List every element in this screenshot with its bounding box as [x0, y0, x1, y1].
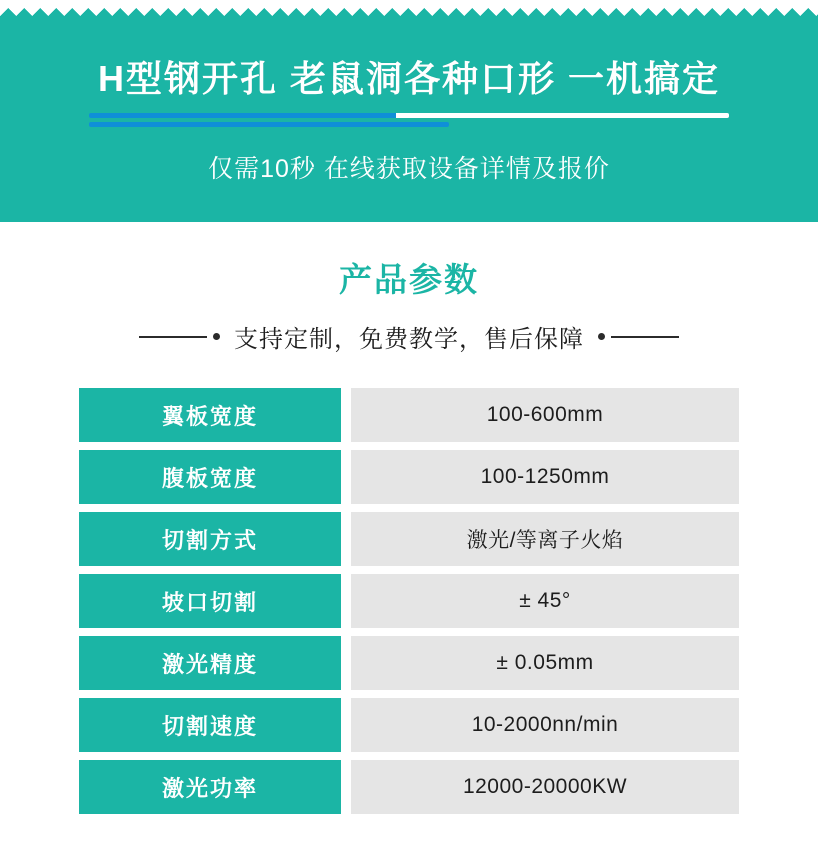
spec-value: 10-2000nn/min — [351, 698, 739, 752]
banner-rule-decoration — [89, 113, 729, 127]
banner-rule-primary — [89, 113, 729, 118]
header-banner — [0, 0, 818, 222]
cell-spacer — [341, 512, 351, 566]
banner-subtitle: 仅需10秒 在线获取设备详情及报价 — [208, 155, 610, 184]
cell-spacer — [341, 698, 351, 752]
spec-value: 100-600mm — [351, 388, 739, 442]
spec-value: ± 45° — [351, 574, 739, 628]
banner-title: H型钢开孔 老鼠洞各种口形 一机搞定 — [97, 58, 720, 99]
cell-spacer — [341, 760, 351, 814]
table-row — [79, 388, 739, 442]
banner-content — [0, 0, 818, 222]
table-row — [79, 450, 739, 504]
decoration-line-right — [611, 336, 679, 338]
specification-table — [79, 380, 739, 822]
table-row — [79, 636, 739, 690]
banner-rule-secondary — [89, 122, 449, 127]
spec-value: ± 0.05mm — [351, 636, 739, 690]
cell-spacer — [341, 388, 351, 442]
decoration-dot-left — [213, 333, 220, 340]
spec-label: 腹板宽度 — [79, 450, 341, 504]
product-parameters-section — [0, 222, 818, 822]
spec-value: 激光/等离子火焰 — [351, 512, 739, 566]
cell-spacer — [341, 636, 351, 690]
spec-value: 12000-20000KW — [351, 760, 739, 814]
cell-spacer — [341, 574, 351, 628]
params-section-title: 产品参数 — [339, 261, 479, 298]
params-section-subtitle: 支持定制，免费教学，售后保障 — [234, 326, 584, 353]
table-row — [79, 574, 739, 628]
spec-label: 切割速度 — [79, 698, 341, 752]
cell-spacer — [341, 450, 351, 504]
spec-label: 激光精度 — [79, 636, 341, 690]
table-row — [79, 760, 739, 814]
spec-label: 翼板宽度 — [79, 388, 341, 442]
table-row — [79, 698, 739, 752]
params-subtitle-row — [0, 319, 818, 354]
spec-label: 坡口切割 — [79, 574, 341, 628]
decoration-line-left — [139, 336, 207, 338]
spec-label: 切割方式 — [79, 512, 341, 566]
spec-value: 100-1250mm — [351, 450, 739, 504]
decoration-left — [139, 333, 220, 340]
spec-label: 激光功率 — [79, 760, 341, 814]
decoration-right — [598, 333, 679, 340]
table-row — [79, 512, 739, 566]
specification-table-body — [79, 388, 739, 814]
decoration-dot-right — [598, 333, 605, 340]
